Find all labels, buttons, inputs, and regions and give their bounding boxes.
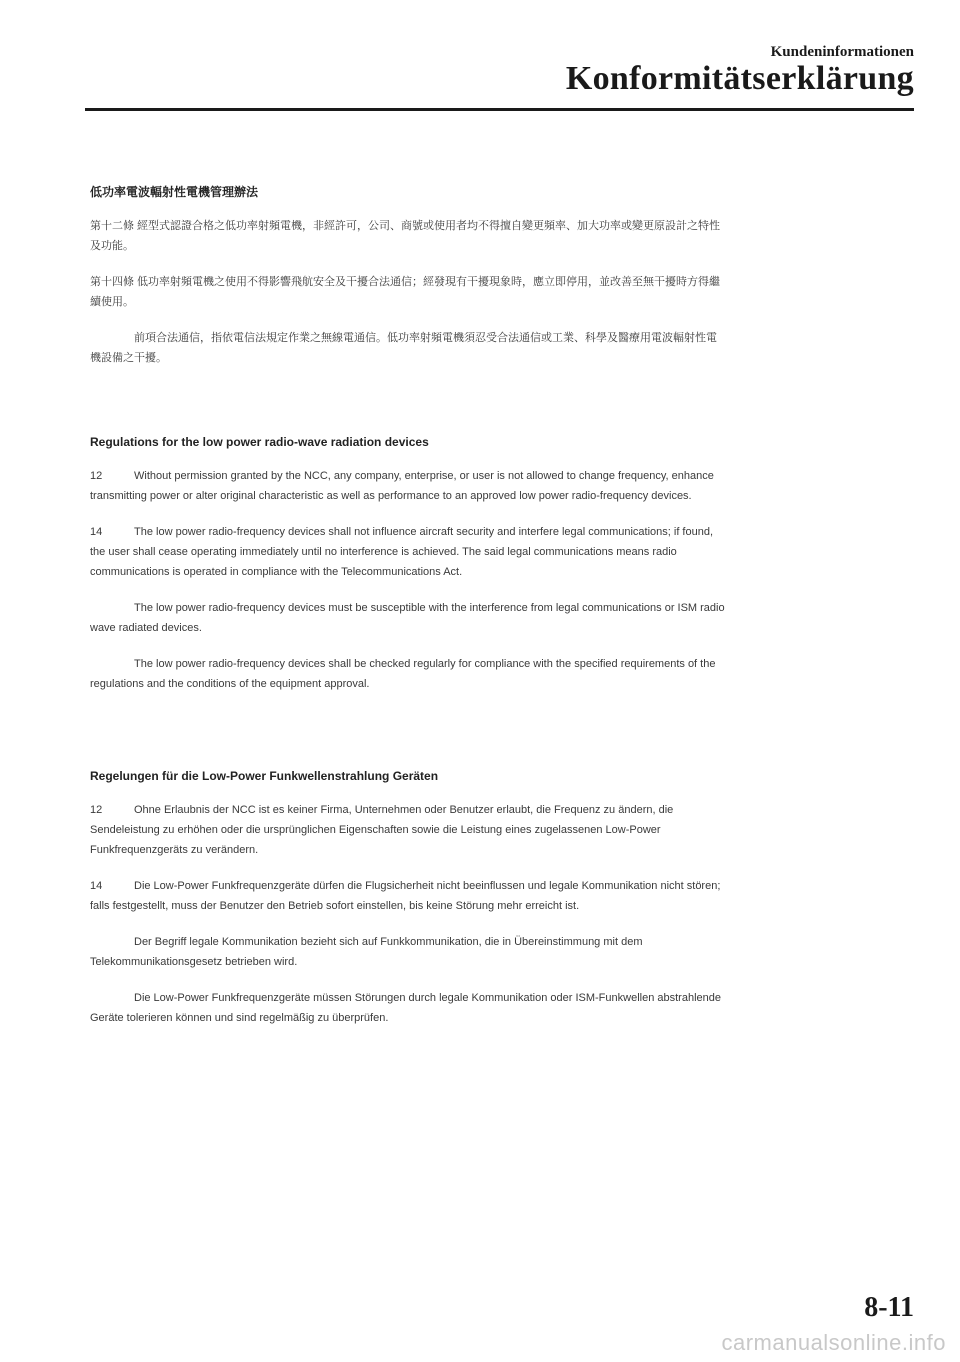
- header-section-label: Kundeninformationen: [770, 44, 914, 60]
- paragraph-text: Without permission granted by the NCC, any company, enterprise, or user is not allowed to change frequency, enhance transmitting power or alter original characteristic as well as performance to an approved low power radio-frequency devices.: [90, 470, 714, 502]
- german-paragraph: Der Begriff legale Kommunikation bezieht sich auf Funkkommunikation, die in Übereinstimmung mit dem Telekommunikationsgesetz betrieben wird.: [90, 936, 643, 968]
- chinese-regulation-block: [90, 182, 725, 368]
- english-paragraph: The low power radio-frequency devices shall be checked regularly for compliance with the specified requirements of the regulations and the conditions of the equipment approval.: [90, 658, 716, 690]
- english-paragraph: [90, 522, 725, 582]
- watermark-text: carmanualsonline.info: [721, 1330, 946, 1355]
- chinese-paragraph: 第十二條 經型式認證合格之低功率射頻電機，非經許可，公司、商號或使用者均不得擅自變更頻率、加大功率或變更原設計之特性及功能。: [90, 220, 721, 252]
- german-paragraph: [90, 876, 725, 916]
- german-regulation-heading: Regelungen für die Low-Power Funkwellenstrahlung Geräten: [90, 769, 439, 783]
- paragraph-text: Ohne Erlaubnis der NCC ist es keiner Firma, Unternehmen oder Benutzer erlaubt, die Frequenz zu ändern, die Sendeleistung zu erhöhen oder die ursprünglichen Eigenschaften sowie die Leistung eines zugelassenen Low-Power Funkfrequenzgeräts zu verändern.: [90, 804, 674, 856]
- german-paragraph: Die Low-Power Funkfrequenzgeräte müssen Störungen durch legale Kommunikation oder ISM-Funkwellen abstrahlende Geräte tolerieren können und sind regelmäßig zu überprüfen.: [90, 992, 721, 1024]
- english-regulation-block: [90, 432, 725, 694]
- paragraph-text: The low power radio-frequency devices shall not influence aircraft security and interfere legal communications; if found, the user shall cease operating immediately until no interference is achieved. The said legal communications means radio communications is operated in compliance with the Telecommunications Act.: [90, 526, 714, 578]
- article-number: 12: [90, 804, 103, 816]
- header-divider: [85, 108, 914, 111]
- chinese-paragraph: 前項合法通信，指依電信法規定作業之無線電通信。低功率射頻電機須忍受合法通信或工業、科學及醫療用電波輻射性電機設備之干擾。: [90, 332, 717, 364]
- chinese-paragraph: 第十四條 低功率射頻電機之使用不得影響飛航安全及干擾合法通信；經發現有干擾現象時，應立即停用，並改善至無干擾時方得繼續使用。: [90, 276, 721, 308]
- paragraph-text: Die Low-Power Funkfrequenzgeräte dürfen die Flugsicherheit nicht beeinflussen und legale Kommunikation nicht stören; falls festgestellt, muss der Benutzer den Betrieb sofort einstellen, bis keine Störung mehr erreicht ist.: [90, 880, 721, 912]
- german-regulation-block: [90, 766, 725, 1028]
- english-regulation-heading: Regulations for the low power radio-wave radiation devices: [90, 435, 429, 449]
- page-title: Konformitätserklärung: [565, 60, 914, 97]
- article-number: 12: [90, 470, 103, 482]
- page-number: 8-11: [864, 1292, 914, 1323]
- german-paragraph: [90, 800, 725, 860]
- document-body: [90, 182, 725, 1044]
- article-number: 14: [90, 526, 103, 538]
- english-paragraph: The low power radio-frequency devices must be susceptible with the interference from legal communications or ISM radio wave radiated devices.: [90, 602, 725, 634]
- english-paragraph: [90, 466, 725, 506]
- article-number: 14: [90, 880, 103, 892]
- chinese-regulation-heading: 低功率電波輻射性電機管理辦法: [90, 185, 259, 199]
